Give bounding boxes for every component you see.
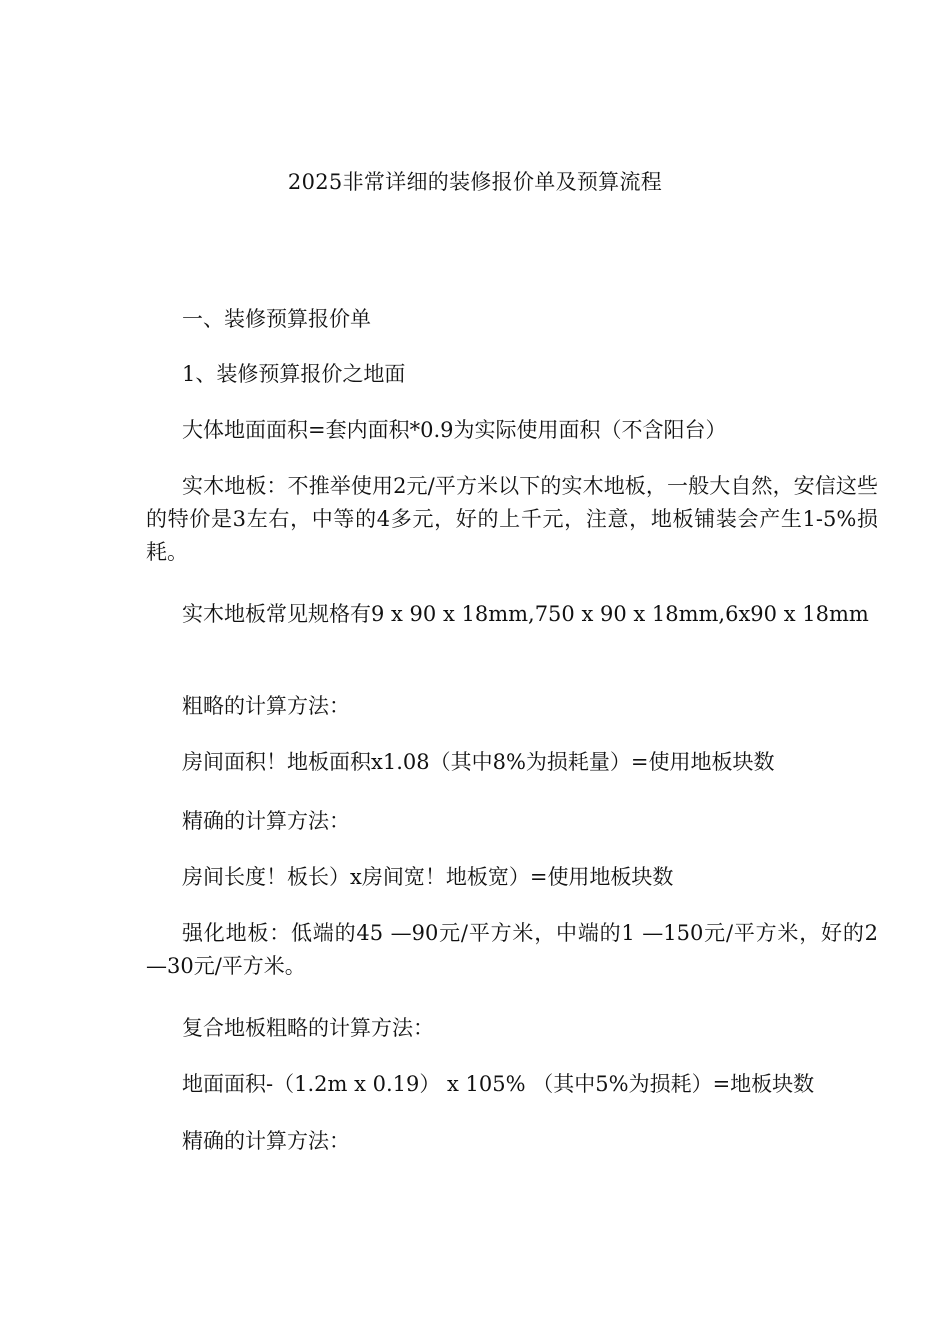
paragraph: 房间长度！板长）x房间宽！地板宽）=使用地板块数 <box>182 865 674 889</box>
paragraph: 精确的计算方法： <box>182 809 350 833</box>
paragraph: 精确的计算方法： <box>182 1129 350 1153</box>
document-title: 2025非常详细的装修报价单及预算流程 <box>287 170 663 194</box>
paragraph: 大体地面面积=套内面积*0.9为实际使用面积（不含阳台） <box>182 418 727 442</box>
paragraph: 强化地板：低端的45 —90元/平方米，中端的1 —150元/平方米，好的2 —30元/平方米。 <box>146 921 878 978</box>
paragraph: 实木地板：不推举使用2元/平方米以下的实木地板，一般大自然，安信这些的特价是3左右，中等的4多元，好的上千元，注意，地板铺装会产生1-5%损耗。 <box>146 474 878 564</box>
section-heading: 一、装修预算报价单 <box>182 307 371 331</box>
paragraph: 实木地板常见规格有9 x 90 x 18mm,750 x 90 x 18mm,6x90 x 18mm <box>182 602 869 626</box>
paragraph: 粗略的计算方法： <box>182 694 350 718</box>
paragraph: 房间面积！地板面积x1.08（其中8%为损耗量）=使用地板块数 <box>182 750 775 774</box>
paragraph: 复合地板粗略的计算方法： <box>182 1016 434 1040</box>
paragraph: 地面面积-（1.2m x 0.19） x 105% （其中5%为损耗）=地板块数 <box>182 1072 815 1096</box>
subsection-heading: 1、装修预算报价之地面 <box>182 362 406 386</box>
